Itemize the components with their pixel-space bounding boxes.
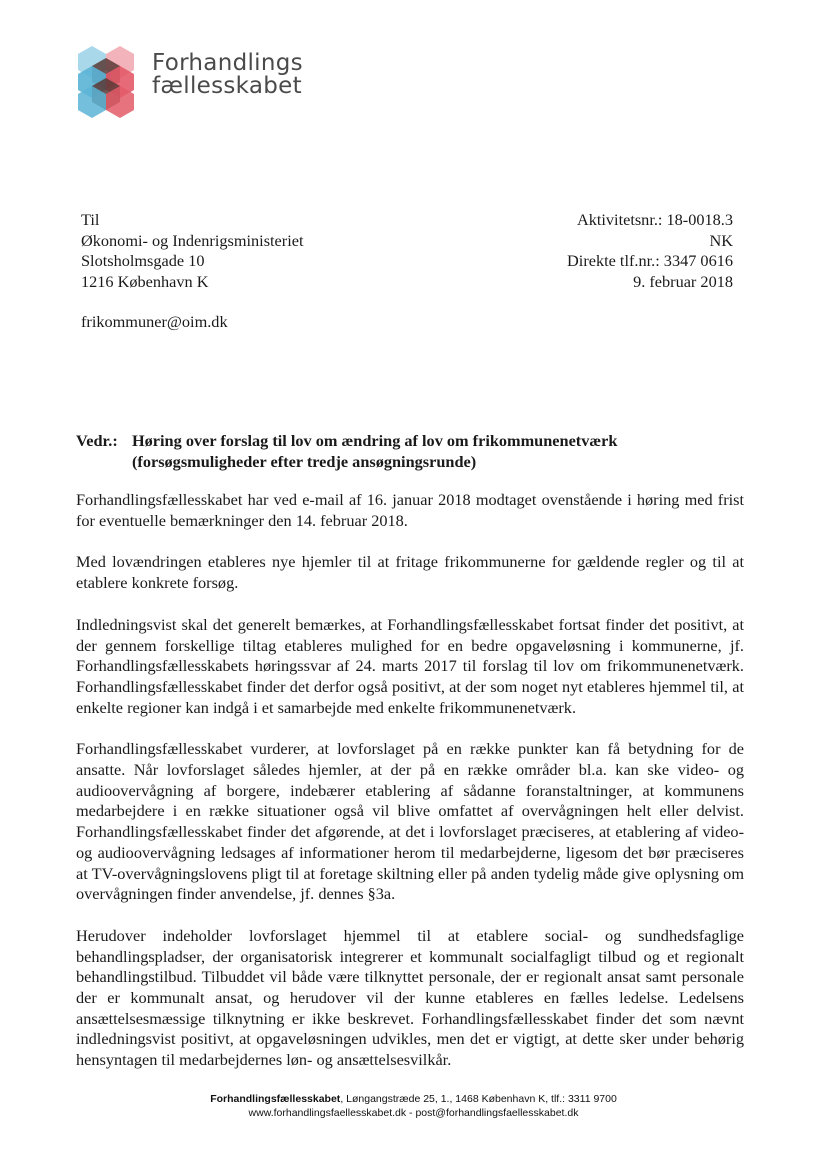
footer-address: , Løngangstræde 25, 1., 1468 København K, tlf.: 3311 9700 [340, 1093, 617, 1105]
meta-direct-phone: Direkte tlf.nr.: 3347 0616 [567, 251, 733, 270]
body-paragraph: Med lovændringen etableres nye hjemler til at fritage frikommunerne for gældende regler og til at etablere konkrete forsøg. [76, 552, 744, 593]
subject-line [76, 431, 746, 472]
hexagon-logo-icon [76, 44, 138, 120]
recipient-line: Slotsholmsgade 10 [81, 251, 205, 270]
meta-initials: NK [709, 230, 733, 250]
meta-activity-number: Aktivitetsnr.: 18-0018.3 [576, 210, 733, 229]
logo-line-1: Forhandlings [152, 50, 303, 76]
subject-text: Høring over forslag til lov om ændring af lov om frikommunenetværk (forsøgsmuligheder efter tredje ansøgningsrunde) [132, 431, 618, 471]
body-paragraph: Indledningsvist skal det generelt bemærkes, at Forhandlingsfællesskabet fortsat finder det positivt, at der gennem forskellige tiltag etableres mulighed for en bedre opgaveløsning i kommunerne, jf. Forhandlingsfællesskabets høringssvar af 24. marts 2017 til forslag til lov om frikommunenetværk. Forhandlingsfællesskabet finder det derfor også positivt, at der som noget nyt etableres hjemmel til, at enkelte regioner kan indgå i et samarbejde med enkelte frikommunenetværk. [76, 614, 744, 717]
recipient-line: 1216 København K [81, 271, 209, 291]
body-paragraph: Forhandlingsfællesskabet har ved e-mail af 16. januar 2018 modtaget ovenstående i høring med frist for eventuelle bemærkninger den 14. februar 2018. [76, 490, 744, 530]
logo [76, 44, 316, 122]
recipient-email: frikommuner@oim.dk [81, 312, 228, 331]
meta-date: 9. februar 2018 [633, 271, 733, 291]
logo-line-2: fællesskabet [152, 73, 302, 99]
letter-meta [567, 210, 733, 292]
recipient-line: Til [81, 210, 100, 229]
recipient-address [81, 210, 303, 292]
subject-label: Vedr.: [76, 431, 118, 450]
logo-wordmark [152, 52, 303, 98]
footer-line-1 [0, 1092, 827, 1106]
footer-org: Forhandlingsfællesskabet [210, 1093, 341, 1105]
recipient-line: Økonomi- og Indenrigsministeriet [81, 230, 304, 250]
letter-body [76, 490, 744, 1092]
body-paragraph: Herudover indeholder lovforslaget hjemmel til at etablere social- og sundhedsfaglige behandlingspladser, der organisatorisk integrerer et kommunalt socialfagligt tilbud og et regionalt behandlingstilbud. Tilbuddet vil både være tilknyttet personale, der er regionalt ansat samt personale der er kommunalt ansat, og herudover vil der kunne etableres en fælles ledelse. Ledelsens ansættelsesmæssige tilknytning er ikke beskrevet. Forhandlingsfællesskabet finder det som nævnt indledningsvist positivt, at opgaveløsningen udvikles, men det er vigtigt, at dette sker under behørig hensyntagen til medarbejdernes løn- og ansættelsesvilkår. [76, 925, 744, 1070]
footer-line-2: www.forhandlingsfaellesskabet.dk - post@forhandlingsfaellesskabet.dk [248, 1107, 579, 1119]
body-paragraph: Forhandlingsfællesskabet vurderer, at lovforslaget på en række punkter kan få betydning for de ansatte. Når lovforslaget således hjemler, at der på en række områder bl.a. kan ske video- og audioovervågning af borgere, indebærer etablering af sådanne foranstaltninger, at kommunens medarbejdere i en række situationer også vil blive omfattet af overvågningen helt eller delvist. Forhandlingsfællesskabet finder det afgørende, at det i lovforslaget præciseres, at etablering af video- og audioovervågning ledsages af informationer herom til medarbejderne, ligesom det bør præciseres at TV-overvågningslovens pligt til at foretage skiltning eller på anden tydelig måde give oplysning om overvågningen finder anvendelse, jf. dennes §3a. [76, 739, 744, 904]
footer [0, 1092, 827, 1120]
